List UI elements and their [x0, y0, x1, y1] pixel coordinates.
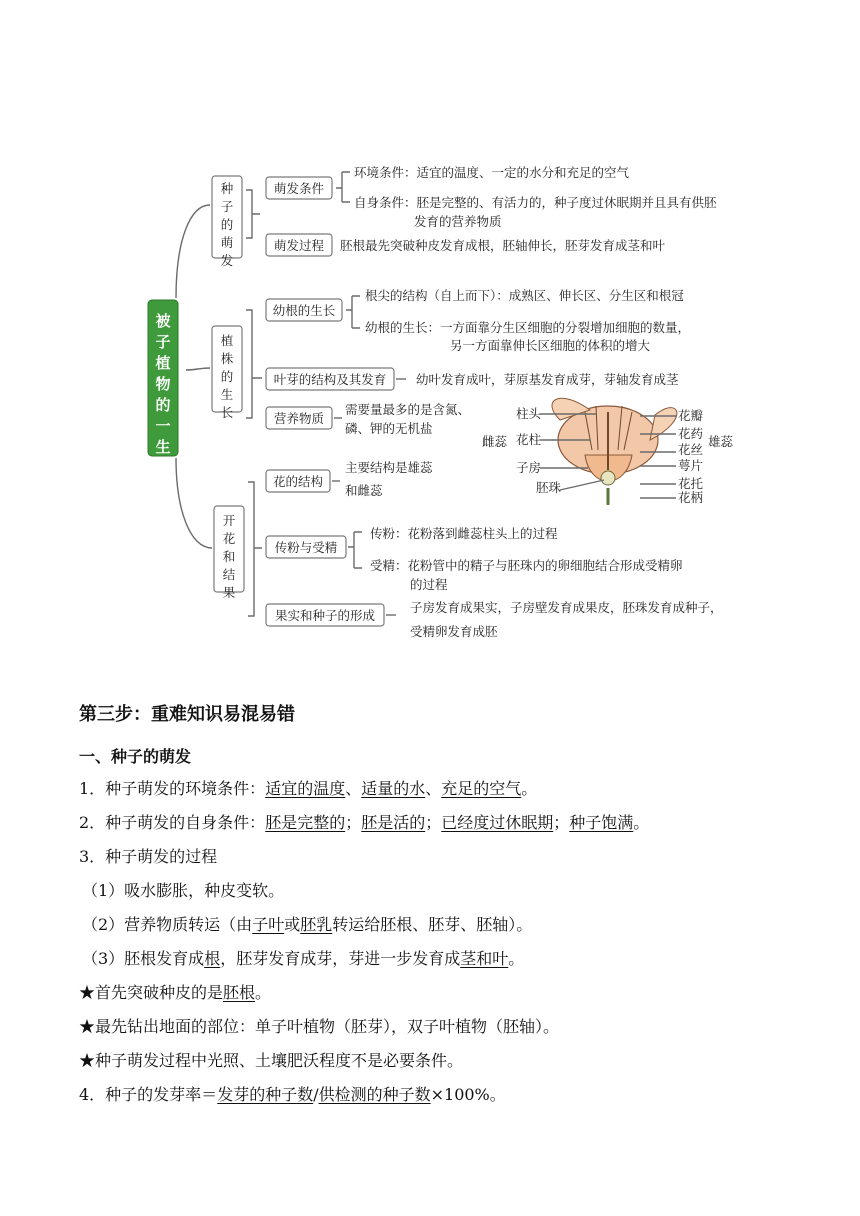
separator: ； — [425, 813, 442, 832]
answer-underlined: 种子饱满 — [569, 813, 634, 832]
node-label-nutrients: 营养物质 — [273, 411, 325, 426]
node-label-flower-structure: 花的结构 — [272, 474, 324, 489]
flower-label-right-3: 萼片 — [678, 458, 704, 473]
branch-title-growth: 长 — [220, 405, 234, 420]
node-label-conditions: 萌发条件 — [273, 181, 325, 196]
node-label-leaf-bud: 叶芽的结构及其发育 — [273, 372, 387, 387]
line-end: 。 — [508, 949, 525, 968]
root-char: 子 — [155, 333, 171, 351]
text-root-tip-structure: 根尖的结构（自上而下）：成熟区、伸长区、分生区和根冠 — [365, 288, 684, 303]
text-nutrients-2: 磷、钾的无机盐 — [345, 421, 433, 436]
answer-underlined: 胚是活的 — [361, 813, 426, 832]
branch-title-growth: 生 — [220, 387, 234, 402]
line-text: （2）营养物质转运（由 — [82, 915, 253, 934]
flower-petal-right — [650, 408, 677, 440]
root-char: 植 — [155, 354, 171, 372]
branch-title-growth: 株 — [220, 351, 234, 366]
line-text: 1．种子萌发的环境条件： — [79, 779, 266, 798]
branch-title-growth: 的 — [220, 369, 234, 384]
line-process-step-2 — [82, 912, 532, 935]
text-fertilization-1: 受精：花粉管中的精子与胚珠内的卵细胞结合形成受精卵 — [370, 558, 683, 573]
answer-underlined: 子叶 — [252, 915, 285, 934]
node-label-fruit-seed: 果实和种子的形成 — [274, 608, 376, 623]
line-text: ，胚芽发育成芽，芽进一步发育成 — [220, 949, 461, 968]
text-fruit-seed-1: 子房发育成果实，子房壁发育成果皮，胚珠发育成种子， — [410, 600, 723, 615]
line-self-conditions — [79, 810, 649, 833]
answer-underlined: 适宜的温度 — [265, 779, 346, 798]
line-star-not-required: ★种子萌发过程中光照、土壤肥沃程度不是必要条件。 — [79, 1051, 464, 1070]
root-char: 的 — [155, 396, 171, 414]
root-char: 生 — [155, 438, 171, 456]
flower-ovule — [601, 471, 615, 485]
node-label-pollination: 传粉与受精 — [274, 540, 338, 555]
line-star-radicle — [79, 980, 271, 1003]
separator: ； — [553, 813, 570, 832]
connector-root-growth — [186, 368, 210, 370]
branch-title-growth: 植 — [220, 333, 234, 348]
answer-underlined: 胚乳 — [300, 915, 333, 934]
answer-underlined: 根 — [204, 949, 221, 968]
line-process-title: 3．种子萌发的过程 — [79, 847, 218, 866]
answer-underlined: 发芽的种子数 — [217, 1085, 314, 1104]
line-germination-rate — [79, 1082, 506, 1105]
flower-label-0: 柱头 — [516, 406, 542, 421]
answer-underlined: 适量的水 — [361, 779, 426, 798]
connector-root-seed — [176, 205, 210, 298]
line-end: 。 — [255, 983, 272, 1002]
text-root-growth-1: 幼根的生长：一方面靠分生区细胞的分裂增加细胞的数量， — [365, 320, 691, 335]
flower-label-3: 胚珠 — [536, 480, 562, 495]
line-end: ×100%。 — [430, 1085, 506, 1104]
brace-pollination — [348, 532, 362, 568]
separator: 、 — [425, 779, 442, 798]
answer-underlined: 茎和叶 — [460, 949, 509, 968]
node-label-root-growth: 幼根的生长 — [272, 303, 336, 318]
text-flower-structure-1: 主要结构是雄蕊 — [345, 460, 433, 475]
line-text: 4．种子的发芽率＝ — [79, 1085, 218, 1104]
line-end: 。 — [521, 779, 538, 798]
text-self-conditions-cont: 发育的营养物质 — [414, 214, 502, 229]
branch-title-seed: 萌 — [220, 235, 234, 250]
answer-underlined: 胚是完整的 — [265, 813, 346, 832]
text-fruit-seed-2: 受精卵发育成胚 — [410, 624, 498, 639]
line-process-step-1: （1）吸水膨胀，种皮变软。 — [82, 881, 285, 900]
flower-label-2: 子房 — [516, 460, 542, 475]
flower-label-right-0: 花瓣 — [678, 408, 704, 423]
answer-underlined: 胚根 — [223, 983, 256, 1002]
separator: 或 — [284, 915, 301, 934]
answer-underlined: 充足的空气 — [441, 779, 522, 798]
flower-label-right-5: 花柄 — [678, 490, 704, 505]
answer-underlined: 已经度过休眠期 — [441, 813, 554, 832]
branch-title-flower: 结 — [222, 567, 236, 582]
node-label-process: 萌发过程 — [273, 238, 325, 253]
separator: 、 — [345, 779, 362, 798]
answer-underlined: 供检测的种子数 — [318, 1085, 431, 1104]
flower-label-right-1: 花药 — [678, 426, 704, 441]
line-process-step-3 — [82, 946, 524, 969]
separator: / — [313, 1085, 319, 1104]
text-pollination: 传粉：花粉落到雌蕊柱头上的过程 — [370, 526, 558, 541]
separator: ； — [345, 813, 362, 832]
branch-title-flower: 开 — [222, 513, 236, 528]
root-char: 物 — [155, 375, 171, 393]
line-end: 。 — [633, 813, 650, 832]
text-germination-process: 胚根最先突破种皮发育成根，胚轴伸长，胚芽发育成茎和叶 — [340, 238, 666, 253]
text-fertilization-2: 的过程 — [410, 577, 448, 592]
text-root-growth-2: 另一方面靠伸长区细胞的体积的增大 — [450, 338, 651, 353]
text-self-conditions: 自身条件：胚是完整的、有活力的，种子度过休眠期并且具有供胚 — [354, 195, 717, 210]
flower-label-1: 花柱 — [516, 432, 542, 447]
section-subtitle: 一、种子的萌发 — [79, 747, 192, 766]
branch-title-seed: 发 — [220, 253, 234, 268]
text-nutrients-1: 需要量最多的是含氮、 — [345, 402, 471, 417]
page-heading: 第三步：重难知识易混易错 — [79, 704, 295, 725]
line-text: 2．种子萌发的自身条件： — [79, 813, 266, 832]
root-char: 一 — [155, 417, 171, 435]
branch-title-seed: 的 — [220, 217, 234, 232]
text-leaf-bud: 幼叶发育成叶，芽原基发育成芽，芽轴发育成茎 — [416, 372, 679, 387]
brace-conditions — [336, 172, 350, 202]
branch-title-seed: 子 — [220, 199, 234, 214]
brace-flower — [248, 482, 262, 616]
connector-root-flower — [176, 458, 212, 548]
root-char: 被 — [155, 312, 171, 330]
branch-title-flower: 和 — [222, 549, 236, 564]
brace-root-growth — [346, 296, 360, 328]
root-label — [155, 312, 171, 456]
flower-label-right-4: 花托 — [678, 476, 704, 491]
brace-seed — [246, 190, 260, 238]
branch-title-seed: 种 — [220, 181, 234, 196]
text-flower-structure-2: 和雌蕊 — [345, 483, 383, 498]
branch-title-flower: 果 — [222, 585, 236, 600]
line-text: （3）胚根发育成 — [82, 949, 205, 968]
flower-label-stamen: 雄蕊 — [708, 434, 734, 449]
flower-label-pistil: 雌蕊 — [482, 434, 508, 449]
line-star-emergence: ★最先钻出地面的部位：单子叶植物（胚芽），双子叶植物（胚轴）。 — [79, 1017, 560, 1036]
text-environment-conditions: 环境条件：适宜的温度、一定的水分和充足的空气 — [354, 165, 630, 180]
line-text: ★首先突破种皮的是 — [79, 983, 224, 1002]
brace-growth — [246, 310, 262, 418]
branch-title-flower: 花 — [222, 531, 236, 546]
line-environment-conditions — [79, 776, 537, 799]
line-end: 转运给胚根、胚芽、胚轴）。 — [332, 915, 533, 934]
flower-label-right-2: 花丝 — [678, 442, 704, 457]
